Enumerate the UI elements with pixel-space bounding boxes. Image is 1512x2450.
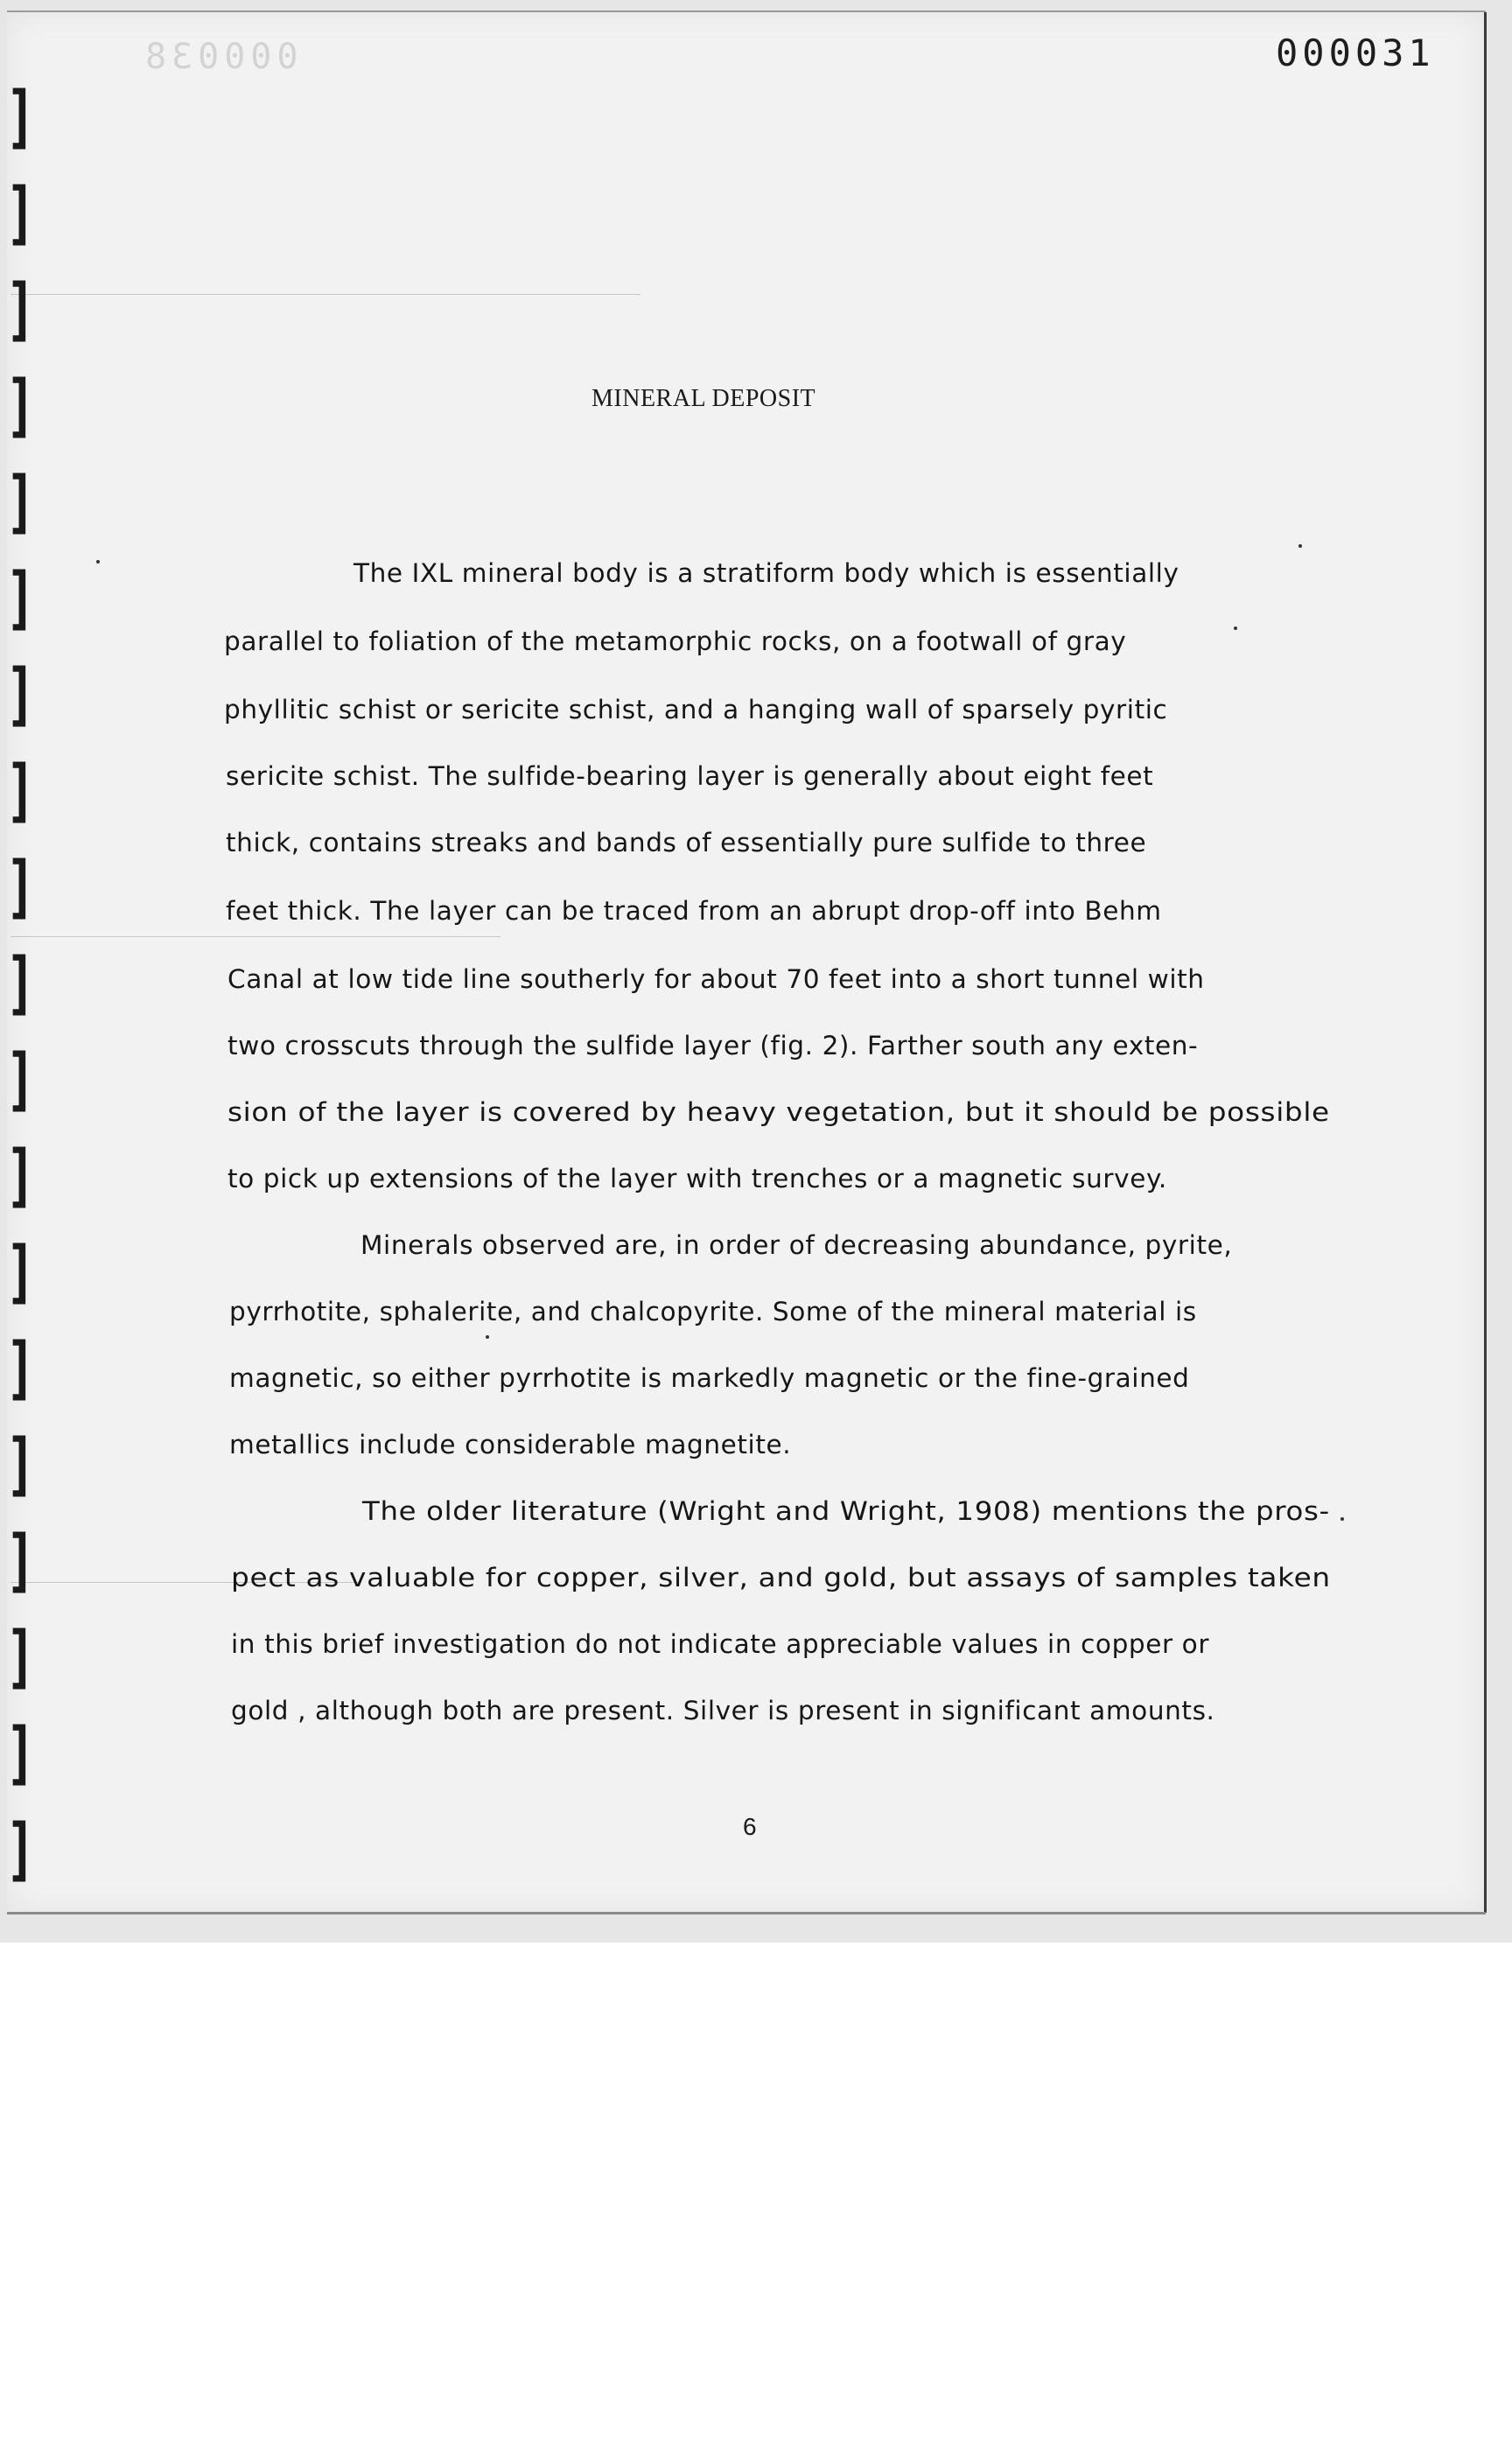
text-line: in this brief investigation do not indicate appreciable values in copper or	[231, 1629, 1210, 1659]
page-number: 6	[743, 1813, 757, 1840]
text-line: metallics include considerable magnetite.	[229, 1430, 792, 1460]
binder-mark: ]	[5, 655, 37, 734]
binder-mark: ]	[5, 752, 37, 830]
text-line: to pick up extensions of the layer with trenches or a magnetic survey.	[228, 1164, 1167, 1194]
binder-mark: ]	[5, 1425, 37, 1504]
binder-mark: ]	[5, 270, 37, 349]
text-line: phyllitic schist or sericite schist, and a hanging wall of sparsely pyritic	[224, 695, 1168, 724]
binder-mark: ]	[5, 174, 37, 253]
text-line: feet thick. The layer can be traced from an abrupt drop-off into Behm	[226, 896, 1162, 926]
binder-mark: ]	[5, 78, 37, 157]
binder-mark: ]	[5, 1522, 37, 1600]
text-line: two crosscuts through the sulfide layer (fig. 2). Farther south any exten-	[228, 1031, 1199, 1060]
text-line: parallel to foliation of the metamorphic rocks, on a footwall of gray	[224, 626, 1127, 656]
text-line: magnetic, so either pyrrhotite is markedly magnetic or the fine-grained	[229, 1363, 1190, 1393]
text-line: pect as valuable for copper, silver, and gold, but assays of samples taken	[231, 1563, 1331, 1592]
binder-mark: ]	[5, 367, 37, 445]
section-title: MINERAL DEPOSIT	[592, 385, 816, 412]
document-number: 000031	[1276, 32, 1435, 74]
dust-speck	[486, 1335, 489, 1339]
top-edge	[7, 10, 1486, 12]
binder-mark: ]	[5, 1040, 37, 1119]
binder-mark: ]	[5, 1714, 37, 1793]
binder-mark: ]	[5, 1618, 37, 1697]
dust-speck	[1340, 1517, 1344, 1521]
binder-mark: ]	[5, 463, 37, 542]
paper-sheet	[7, 12, 1487, 1913]
binder-mark: ]	[5, 1329, 37, 1408]
dust-speck	[96, 560, 100, 564]
binder-mark: ]	[5, 1233, 37, 1312]
bottom-edge	[7, 1912, 1486, 1914]
binder-mark: ]	[5, 1137, 37, 1215]
faint-scan-line	[10, 936, 500, 937]
binder-mark: ]	[5, 848, 37, 927]
dust-speck	[1234, 626, 1237, 630]
text-line: sion of the layer is covered by heavy vegetation, but it should be possible	[228, 1097, 1330, 1127]
text-line: thick, contains streaks and bands of essentially pure sulfide to three	[226, 828, 1147, 858]
binder-mark: ]	[5, 559, 37, 638]
text-line: pyrrhotite, sphalerite, and chalcopyrite. Some of the mineral material is	[229, 1297, 1197, 1326]
binder-mark: ]	[5, 1810, 37, 1889]
text-line: gold , although both are present. Silver is present in significant amounts.	[231, 1696, 1215, 1726]
binder-marks	[5, 78, 40, 1912]
text-line: The IXL mineral body is a stratiform body which is essentially	[354, 558, 1180, 588]
dust-speck	[1298, 544, 1302, 548]
text-line: The older literature (Wright and Wright, 1908) mentions the pros-	[362, 1496, 1330, 1526]
faint-scan-line	[10, 294, 640, 295]
bleed-through-number: 000038	[140, 37, 298, 77]
text-line: sericite schist. The sulfide-bearing layer is generally about eight feet	[226, 761, 1154, 791]
binder-mark: ]	[5, 944, 37, 1023]
text-line: Minerals observed are, in order of decreasing abundance, pyrite,	[360, 1230, 1233, 1260]
text-line: Canal at low tide line southerly for about 70 feet into a short tunnel with	[228, 964, 1205, 994]
